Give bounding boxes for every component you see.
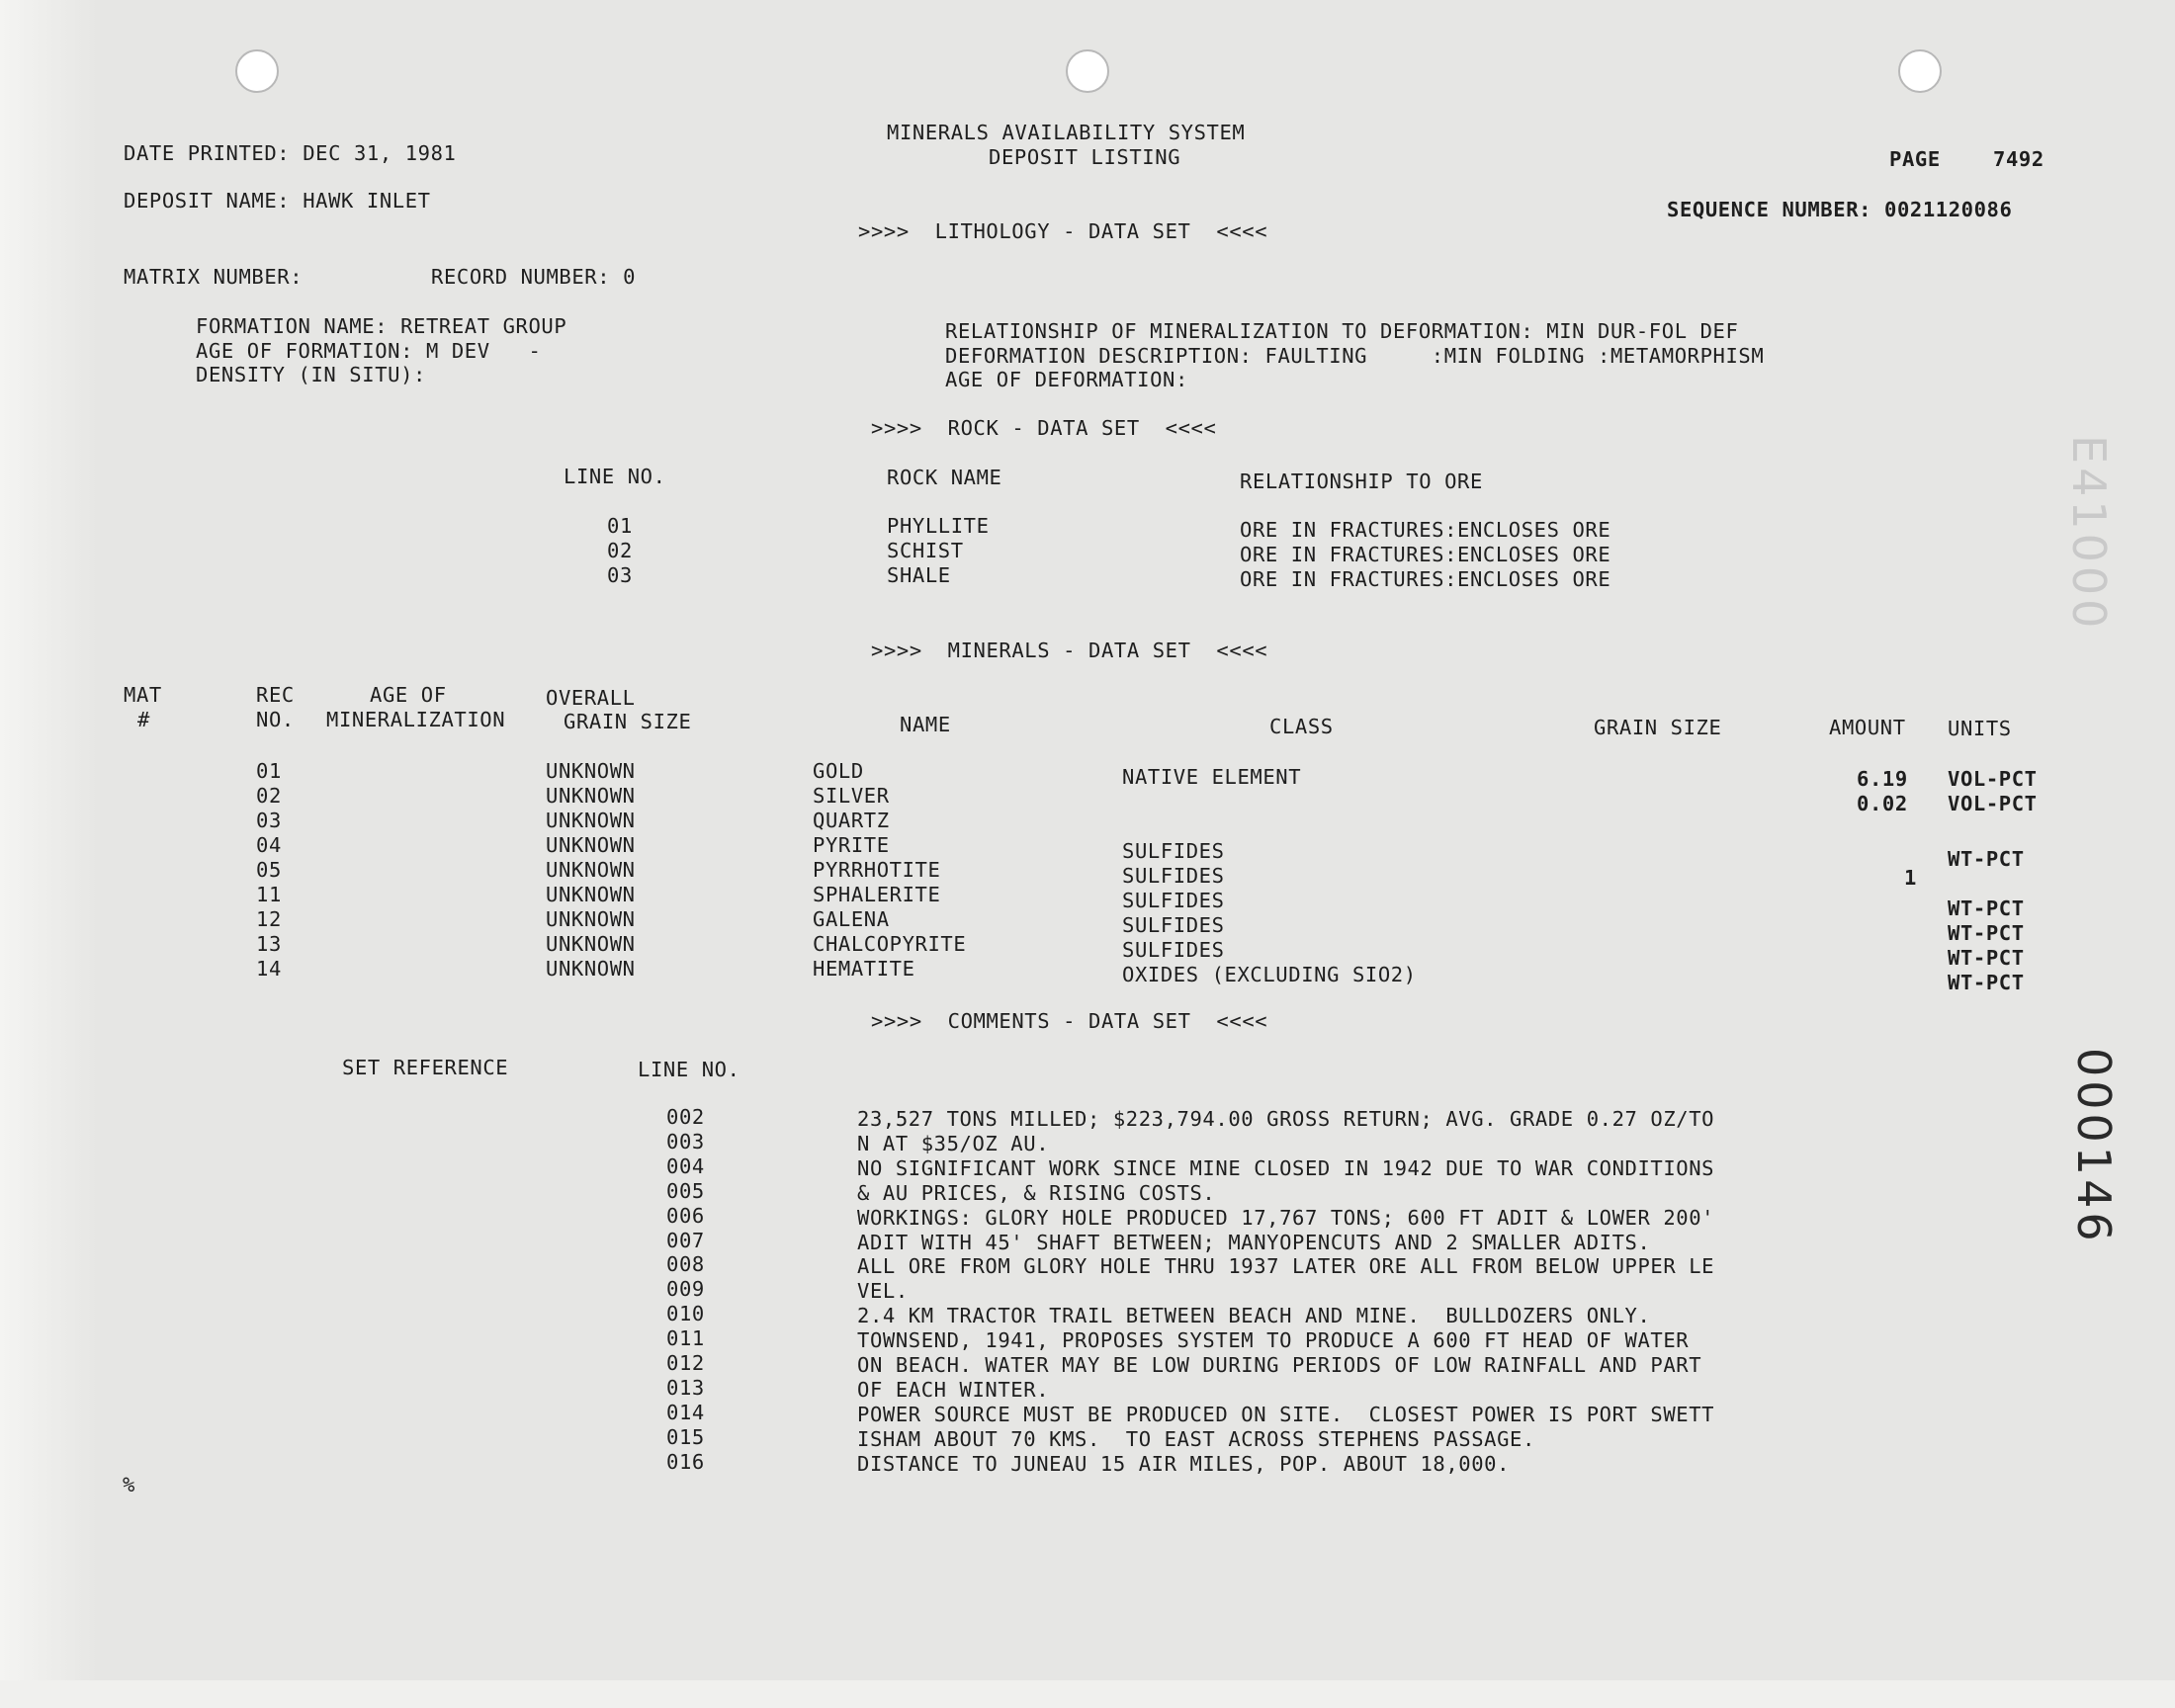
mineral-class: SULFIDES [1122, 938, 1225, 962]
mineral-amount: 6.19 [1857, 767, 1908, 791]
comment-text: WORKINGS: GLORY HOLE PRODUCED 17,767 TONS; 600 FT ADIT & LOWER 200' [857, 1205, 1715, 1230]
record-number: RECORD NUMBER: 0 [431, 265, 637, 289]
minerals-banner: >>>> MINERALS - DATA SET <<<< [871, 639, 1268, 662]
rock-header-line-no: LINE NO. [564, 465, 666, 488]
header-grain-size: GRAIN SIZE [1594, 716, 1722, 739]
mineral-grain-size: UNKNOWN [546, 809, 636, 832]
mineral-amount: 0.02 [1857, 792, 1908, 815]
comment-line-no: 016 [666, 1449, 705, 1474]
mineral-grain-size: UNKNOWN [546, 907, 636, 931]
header-overall-grain-size: GRAIN SIZE [564, 710, 692, 733]
system-title: MINERALS AVAILABILITY SYSTEM [887, 121, 1246, 144]
mineral-rec-no: 01 [256, 759, 282, 783]
sequence-number: SEQUENCE NUMBER: 0021120086 [1667, 198, 2013, 221]
page-edge [0, 0, 99, 1708]
comment-text: DISTANCE TO JUNEAU 15 AIR MILES, POP. ABOUT 18,000. [857, 1451, 1511, 1476]
page-number: 7492 [1993, 147, 2044, 171]
comment-text: 23,527 TONS MILLED; $223,794.00 GROSS RETURN; AVG. GRADE 0.27 OZ/TO [857, 1107, 1715, 1131]
comment-text: TOWNSEND, 1941, PROPOSES SYSTEM TO PRODUCE A 600 FT HEAD OF WATER [857, 1328, 1690, 1353]
mineral-name: GALENA [813, 907, 890, 931]
mineralization-relationship: RELATIONSHIP OF MINERALIZATION TO DEFORMATION: MIN DUR-FOL DEF [945, 319, 1739, 343]
rock-relationship: ORE IN FRACTURES:ENCLOSES ORE [1240, 543, 1611, 566]
header-set-reference: SET REFERENCE [342, 1056, 509, 1079]
comment-text: VEL. [857, 1279, 909, 1304]
comment-text: ALL ORE FROM GLORY HOLE THRU 1937 LATER ORE ALL FROM BELOW UPPER LE [857, 1254, 1715, 1279]
comment-text: ADIT WITH 45' SHAFT BETWEEN; MANYOPENCUTS AND 2 SMALLER ADITS. [857, 1230, 1651, 1254]
mineral-class: SULFIDES [1122, 864, 1225, 888]
comment-text: OF EACH WINTER. [857, 1377, 1050, 1402]
archive-number-stamp: 000146 [2067, 1048, 2121, 1245]
mineral-class: NATIVE ELEMENT [1122, 765, 1302, 789]
comment-line-no: 010 [666, 1302, 705, 1326]
comment-line-no: 002 [666, 1105, 705, 1129]
mineral-units: WT-PCT [1948, 921, 2025, 945]
mineral-rec-no: 02 [256, 784, 282, 808]
mineral-grain-size: UNKNOWN [546, 784, 636, 808]
mineral-name: QUARTZ [813, 809, 890, 832]
punch-hole-left [235, 49, 279, 93]
rock-line-no: 01 [607, 514, 633, 538]
header-comment-line-no: LINE NO. [638, 1058, 740, 1081]
rock-name: SHALE [887, 563, 951, 587]
comment-line-no: 015 [666, 1424, 705, 1449]
mineral-rec-no: 13 [256, 932, 282, 956]
comment-text: N AT $35/OZ AU. [857, 1131, 1050, 1155]
header-age-of: AGE OF [370, 683, 447, 707]
mineral-grain-size: UNKNOWN [546, 833, 636, 857]
comment-line-no: 009 [666, 1277, 705, 1302]
mineral-units: WT-PCT [1948, 971, 2025, 994]
comment-text: NO SIGNIFICANT WORK SINCE MINE CLOSED IN 1942 DUE TO WAR CONDITIONS [857, 1155, 1715, 1180]
mineral-rec-no: 04 [256, 833, 282, 857]
faint-number-stamp: E41000 [2062, 435, 2116, 633]
mineral-name: SILVER [813, 784, 890, 808]
header-name: NAME [900, 713, 951, 736]
rock-line-no: 03 [607, 563, 633, 587]
rock-header-name: ROCK NAME [887, 466, 1002, 489]
page-label: PAGE [1889, 147, 1941, 171]
comments-banner: >>>> COMMENTS - DATA SET <<<< [871, 1009, 1268, 1033]
comment-text: POWER SOURCE MUST BE PRODUCED ON SITE. CLOSEST POWER IS PORT SWETT [857, 1402, 1715, 1426]
comment-line-no: 008 [666, 1252, 705, 1277]
mineral-name: PYRITE [813, 833, 890, 857]
mineral-class: SULFIDES [1122, 889, 1225, 912]
mineral-name: GOLD [813, 759, 864, 783]
mineral-grain-size: UNKNOWN [546, 957, 636, 981]
matrix-number: MATRIX NUMBER: [124, 265, 304, 289]
density: DENSITY (IN SITU): [196, 363, 426, 386]
footer-mark: % [123, 1473, 135, 1496]
mineral-amount: 1 [1904, 866, 1917, 890]
deformation-description: DEFORMATION DESCRIPTION: FAULTING :MIN FOLDING :METAMORPHISM [945, 344, 1765, 368]
rock-name: SCHIST [887, 539, 964, 562]
mineral-name: HEMATITE [813, 957, 915, 981]
mineral-class: SULFIDES [1122, 913, 1225, 937]
rock-name: PHYLLITE [887, 514, 990, 538]
comment-line-no: 003 [666, 1129, 705, 1153]
mineral-units: VOL-PCT [1948, 767, 2038, 791]
mineral-rec-no: 14 [256, 957, 282, 981]
mineral-class: OXIDES (EXCLUDING SIO2) [1122, 963, 1417, 986]
mineral-units: VOL-PCT [1948, 792, 2038, 815]
punch-hole-right [1898, 49, 1942, 93]
mineral-units: WT-PCT [1948, 946, 2025, 970]
mineral-name: CHALCOPYRITE [813, 932, 967, 956]
comment-line-no: 006 [666, 1203, 705, 1228]
rock-line-no: 02 [607, 539, 633, 562]
mineral-name: SPHALERITE [813, 883, 941, 906]
rock-banner: >>>> ROCK - DATA SET <<<< [871, 416, 1217, 440]
lithology-banner: >>>> LITHOLOGY - DATA SET <<<< [858, 219, 1268, 243]
age-of-formation: AGE OF FORMATION: M DEV - [196, 339, 542, 363]
header-rec-no: NO. [256, 708, 295, 731]
comment-line-no: 013 [666, 1375, 705, 1400]
mineral-rec-no: 03 [256, 809, 282, 832]
age-of-deformation: AGE OF DEFORMATION: [945, 368, 1188, 391]
header-mat-hash: # [137, 708, 150, 731]
deposit-name: DEPOSIT NAME: HAWK INLET [124, 189, 431, 213]
mineral-grain-size: UNKNOWN [546, 932, 636, 956]
header-units: UNITS [1948, 717, 2012, 740]
rock-header-relationship: RELATIONSHIP TO ORE [1240, 470, 1483, 493]
header-amount: AMOUNT [1829, 716, 1906, 739]
comment-line-no: 005 [666, 1178, 705, 1203]
header-mat: MAT [124, 683, 162, 707]
page-bottom-edge [0, 1680, 2175, 1708]
mineral-name: PYRRHOTITE [813, 858, 941, 882]
comment-line-no: 011 [666, 1326, 705, 1351]
mineral-class: SULFIDES [1122, 839, 1225, 863]
mineral-units: WT-PCT [1948, 897, 2025, 920]
mineral-grain-size: UNKNOWN [546, 883, 636, 906]
header-class: CLASS [1269, 715, 1334, 738]
formation-name: FORMATION NAME: RETREAT GROUP [196, 314, 567, 338]
header-overall: OVERALL [546, 686, 636, 710]
comment-line-no: 014 [666, 1400, 705, 1424]
rock-relationship: ORE IN FRACTURES:ENCLOSES ORE [1240, 567, 1611, 591]
rock-relationship: ORE IN FRACTURES:ENCLOSES ORE [1240, 518, 1611, 542]
mineral-grain-size: UNKNOWN [546, 759, 636, 783]
mineral-rec-no: 05 [256, 858, 282, 882]
mineral-grain-size: UNKNOWN [546, 858, 636, 882]
listing-title: DEPOSIT LISTING [989, 145, 1181, 169]
comment-text: ON BEACH. WATER MAY BE LOW DURING PERIODS OF LOW RAINFALL AND PART [857, 1353, 1702, 1377]
mineral-rec-no: 11 [256, 883, 282, 906]
comment-line-no: 004 [666, 1153, 705, 1178]
comment-line-no: 012 [666, 1351, 705, 1375]
header-mineralization: MINERALIZATION [326, 708, 506, 731]
comment-line-no: 007 [666, 1228, 705, 1252]
mineral-units: WT-PCT [1948, 847, 2025, 871]
comment-text: 2.4 KM TRACTOR TRAIL BETWEEN BEACH AND MINE. BULLDOZERS ONLY. [857, 1304, 1651, 1328]
date-printed: DATE PRINTED: DEC 31, 1981 [124, 141, 457, 165]
comment-text: & AU PRICES, & RISING COSTS. [857, 1180, 1216, 1205]
mineral-rec-no: 12 [256, 907, 282, 931]
punch-hole-center [1066, 49, 1109, 93]
comment-text: ISHAM ABOUT 70 KMS. TO EAST ACROSS STEPHENS PASSAGE. [857, 1426, 1535, 1451]
header-rec: REC [256, 683, 295, 707]
